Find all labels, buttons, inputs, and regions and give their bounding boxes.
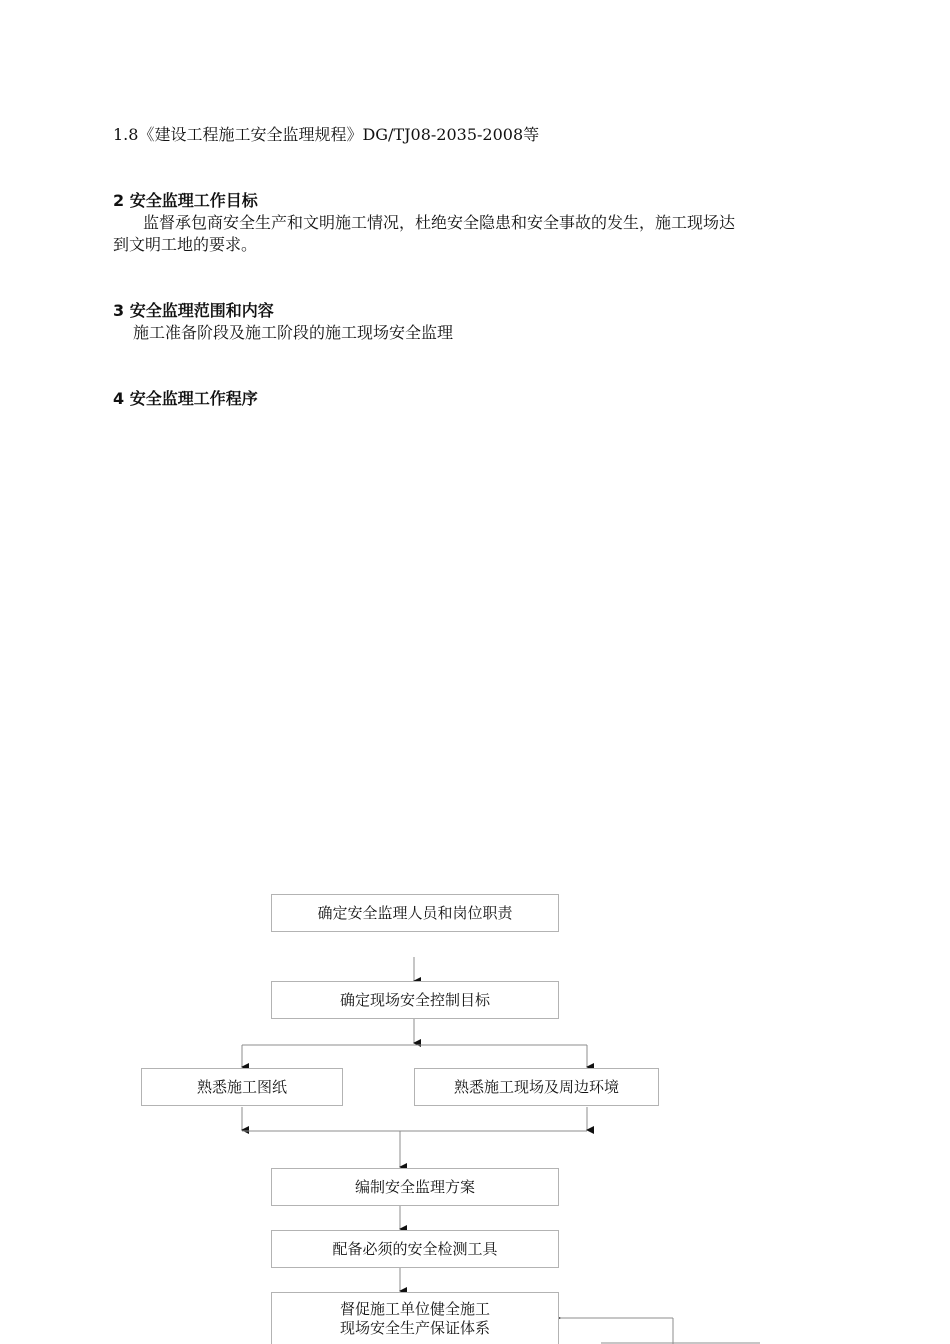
section-2-body-line2: 到文明工地的要求。	[113, 235, 258, 254]
flow-step3a-text: 熟悉施工图纸	[196, 1077, 287, 1096]
flow-step3b-box	[414, 1068, 659, 1106]
flow-step5-box	[271, 1230, 559, 1268]
flow-step6-box	[271, 1292, 559, 1344]
section-2-heading: 2 安全监理工作目标	[113, 191, 258, 210]
flow-step1-text: 确定安全监理人员和岗位职责	[317, 903, 513, 922]
section-2-body-line1: 监督承包商安全生产和文明施工情况，杜绝安全隐患和安全事故的发生，施工现场达	[143, 213, 736, 232]
flow-step1-box	[271, 894, 559, 932]
section-3-body-text: 施工准备阶段及施工阶段的施工现场安全监理	[133, 323, 454, 342]
section-4-heading: 4 安全监理工作程序	[113, 389, 258, 408]
flow-step4-box	[271, 1168, 559, 1206]
flow-step6-line2: 现场安全生产保证体系	[339, 1318, 490, 1337]
flow-step5-text: 配备必须的安全检测工具	[332, 1239, 498, 1258]
flow-step3a-box	[141, 1068, 343, 1106]
flow-step2-text: 确定现场安全控制目标	[339, 990, 490, 1009]
item-1-8-text: 1.8《建设工程施工安全监理规程》DG/TJ08-2035-2008等	[113, 125, 540, 144]
flow-step3b-text: 熟悉施工现场及周边环境	[453, 1077, 619, 1096]
flow-step4-text: 编制安全监理方案	[354, 1177, 475, 1196]
section-3-heading: 3 安全监理范围和内容	[113, 301, 274, 320]
flow-step6-line1: 督促施工单位健全施工	[339, 1299, 490, 1318]
flow-step2-box	[271, 981, 559, 1019]
